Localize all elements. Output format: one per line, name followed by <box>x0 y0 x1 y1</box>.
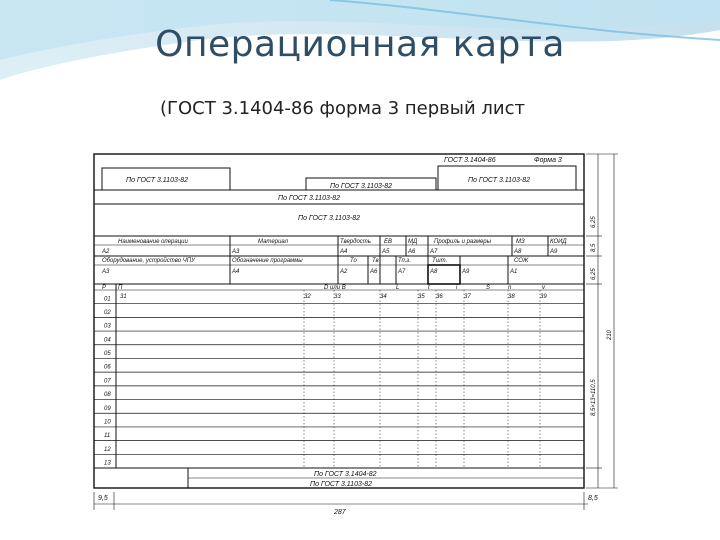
row-code: 12 <box>104 446 111 453</box>
top-right-std: ГОСТ 3.1404-86 <box>444 157 496 164</box>
dim-right: 8,5 <box>588 495 598 502</box>
std-box-left-text: По ГОСТ 3.1103-82 <box>126 177 188 184</box>
dim-height-total: 210 <box>607 329 613 340</box>
grid-rows <box>94 290 584 468</box>
col-code-v: v <box>542 285 545 291</box>
h2-code-a9: А9 <box>462 269 470 275</box>
h2-tsht: Тшт. <box>432 258 448 264</box>
grid-row-codes <box>104 296 111 466</box>
h2-tpz: Тп.з. <box>398 258 411 264</box>
mark-33: 33 <box>334 294 341 300</box>
dim-width: 287 <box>334 509 346 516</box>
h2-to: То <box>350 258 357 264</box>
h1-mz: МЗ <box>516 239 525 245</box>
h2-code-a3: А3 <box>102 269 110 275</box>
row-code: 02 <box>104 309 111 316</box>
h2-tv: Тв <box>372 258 379 264</box>
h1-code-a9: А9 <box>550 249 558 255</box>
col-code-n: n <box>508 285 512 291</box>
mark-39: 39 <box>540 294 547 300</box>
h1-code-a4: А4 <box>340 249 348 255</box>
std-box-right-text: По ГОСТ 3.1103-82 <box>468 177 530 184</box>
h2-equipment: Оборудование, устройство ЧПУ <box>102 258 195 264</box>
h1-code-a8: А8 <box>514 249 522 255</box>
row-code: 07 <box>104 378 111 385</box>
h2-program: Обозначение программы <box>232 258 303 264</box>
h1-code-a7: А7 <box>430 249 438 255</box>
operation-card-form <box>88 148 620 526</box>
h2-code-a6: А6 <box>370 269 378 275</box>
h1-ev: ЕВ <box>384 239 393 245</box>
h2-code-a2: А2 <box>340 269 348 275</box>
h1-material: Материал <box>258 239 289 245</box>
col-code-p: П <box>118 285 123 291</box>
h1-code-a2: А2 <box>102 249 110 255</box>
row-code: 08 <box>104 392 111 399</box>
h1-hardness: Твердость <box>340 239 371 245</box>
mark-32: 32 <box>304 294 311 300</box>
h2-code-a8: А8 <box>430 269 438 275</box>
row-code: 09 <box>104 405 111 412</box>
form-label: Форма 3 <box>534 157 562 164</box>
h2-sozh: СОЖ <box>514 258 529 264</box>
slide-subtitle: (ГОСТ 3.1404-86 форма 3 первый лист <box>160 98 525 119</box>
col-code-d: D или В <box>324 285 346 291</box>
dim-d3: 6,25 <box>591 268 597 280</box>
bottom-std1: По ГОСТ 3.1404-82 <box>314 471 377 478</box>
h1-code-a3: А3 <box>232 249 240 255</box>
h1-koid: КОИД <box>550 239 567 245</box>
col-code-i: i <box>456 285 458 291</box>
h1-md: МД <box>408 239 418 245</box>
col-code-r: Р <box>102 285 107 291</box>
std-row2-text: По ГОСТ 3.1103-82 <box>298 215 360 222</box>
dim-d2: 8,5 <box>591 243 597 252</box>
row-code: 05 <box>104 351 111 358</box>
bottom-std2: По ГОСТ 3.1103-82 <box>310 481 372 488</box>
h2-code-a7: А7 <box>398 269 406 275</box>
row-code: 13 <box>104 460 111 467</box>
std-box-mid-text: По ГОСТ 3.1103-82 <box>330 183 392 190</box>
h1-profile: Профиль и размеры <box>434 239 492 245</box>
row-code: 10 <box>104 419 111 426</box>
col-code-l: L <box>396 285 400 291</box>
dim-rows-span: 8,5×13=110,5 <box>591 379 597 416</box>
row-code: 06 <box>104 364 111 371</box>
h2-code-a1: А1 <box>510 269 518 275</box>
h1-code-a6: А6 <box>408 249 416 255</box>
row-code: 04 <box>104 337 111 344</box>
mark-31: 31 <box>120 294 127 300</box>
mark-34: 34 <box>380 294 387 300</box>
form-drawing <box>88 148 620 526</box>
dim-d1: 6,25 <box>591 216 597 228</box>
mark-36: 36 <box>436 294 443 300</box>
col-code-t: t <box>428 285 430 291</box>
dim-left: 9,5 <box>98 495 108 502</box>
std-row1-text: По ГОСТ 3.1103-82 <box>278 195 340 202</box>
col-code-s: S <box>486 285 491 291</box>
mark-37: 37 <box>464 294 471 300</box>
mark-38: 38 <box>508 294 515 300</box>
row-code: 03 <box>104 323 111 330</box>
slide-title: Операционная карта <box>155 24 565 65</box>
row-code: 01 <box>104 296 111 303</box>
h1-code-a5: А5 <box>382 249 390 255</box>
h1-name: Наименование операции <box>118 239 188 245</box>
row-code: 11 <box>104 433 111 440</box>
mark-35: 35 <box>418 294 425 300</box>
h2-code-a4: А4 <box>232 269 240 275</box>
